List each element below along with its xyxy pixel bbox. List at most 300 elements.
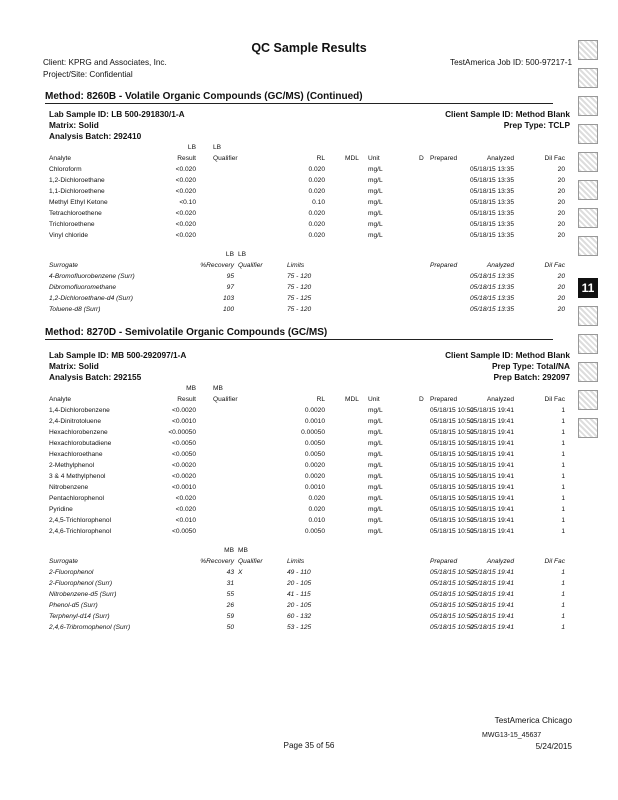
sur-cell-anal: 05/18/15 19:41 [470,613,514,620]
table-row [49,526,569,537]
sur-cell-name: Dibromofluoromethane [49,284,117,291]
sur-cell-prep: 05/18/15 10:52 [430,624,474,631]
cell-unit: mg/L [368,495,383,502]
sur-cell-prep: 05/18/15 10:52 [430,569,474,576]
table-row [49,515,569,526]
mb-client-info [445,350,570,383]
client-sample-id: Client Sample ID: Method Blank [445,109,570,119]
cell-prep: 05/18/15 10:52 [430,506,474,513]
result-prefix: MB [186,385,196,392]
sur-header-name: Surrogate [49,558,78,565]
cell-prep: 05/18/15 10:52 [430,407,474,414]
sur-cell-dil: 20 [557,295,565,302]
cell-name: Pyridine [49,506,73,513]
sur-cell-dil: 20 [557,284,565,291]
cell-unit: mg/L [368,528,383,535]
cell-name: 2,4-Dinitrotoluene [49,418,102,425]
table-row [49,197,569,208]
table-row [49,449,569,460]
sur-cell-name: 2-Fluorophenol (Surr) [49,580,113,587]
cell-unit: mg/L [368,221,383,228]
cell-dil: 1 [561,517,565,524]
sur-cell-anal: 05/18/15 13:35 [470,306,514,313]
sur-header-dil: Dil Fac [544,558,565,565]
cell-anal: 05/18/15 19:41 [470,506,514,513]
qualifier-prefix: LB [238,251,247,258]
cell-dil: 1 [561,429,565,436]
cell-dil: 1 [561,462,565,469]
header-qual: Qualifier [213,396,238,403]
header-name: Analyte [49,155,71,162]
client-name: Client: KPRG and Associates, Inc. [43,58,167,67]
cell-unit: mg/L [368,188,383,195]
cell-rl: 0.10 [312,199,325,206]
cell-name: Hexachlorobenzene [49,429,108,436]
table-row [49,504,569,515]
header-prep: Prepared [430,155,458,162]
sur-cell-rec: 50 [226,624,234,631]
cell-unit: mg/L [368,517,383,524]
header-mdl: MDL [345,155,359,162]
cell-res: <0.0020 [171,407,196,414]
sur-cell-rec: 59 [226,613,234,620]
cell-res: <0.00050 [168,429,196,436]
cell-anal: 05/18/15 13:35 [470,199,514,206]
cell-anal: 05/18/15 13:35 [470,166,514,173]
cell-res: <0.0050 [171,528,196,535]
header-dil: Dil Fac [544,155,565,162]
sur-cell-lim: 75 - 125 [287,295,312,302]
cell-unit: mg/L [368,473,383,480]
sur-header-lim: Limits [287,262,305,269]
cell-rl: 0.0010 [304,484,325,491]
sur-cell-lim: 41 - 115 [287,591,311,598]
header-res: Result [177,155,196,162]
cell-name: 1,2-Dichloroethane [49,177,105,184]
surrogate-row [49,293,569,304]
matrix: Matrix: Solid [49,361,99,371]
sur-cell-anal: 05/18/15 19:41 [470,569,514,576]
prefix-row [49,142,569,153]
cell-dil: 1 [561,451,565,458]
cell-prep: 05/18/15 10:52 [430,528,474,535]
cell-name: Trichloroethene [49,221,95,228]
header-mdl: MDL [345,396,359,403]
result-prefix: LB [187,144,196,151]
sur-cell-dil: 1 [561,569,565,576]
cell-unit: mg/L [368,210,383,217]
cell-unit: mg/L [368,451,383,458]
semivolatile-surrogate-table [49,545,569,633]
header-qual: Qualifier [213,155,238,162]
cell-rl: 0.0050 [304,528,325,535]
cell-rl: 0.020 [308,177,325,184]
recovery-prefix: MB [224,547,234,554]
cell-unit: mg/L [368,199,383,206]
cell-dil: 1 [561,418,565,425]
cell-res: <0.0050 [171,451,196,458]
cell-res: <0.0020 [171,473,196,480]
volatile-results-table [49,142,569,241]
sur-cell-lim: 60 - 132 [287,613,312,620]
cell-res: <0.020 [175,210,196,217]
cell-unit: mg/L [368,462,383,469]
footer-date: 5/24/2015 [535,742,572,751]
cell-rl: 0.0020 [304,462,325,469]
cell-dil: 1 [561,407,565,414]
sidebar-tab-icon [578,236,598,256]
cell-res: <0.010 [175,517,196,524]
prep-batch: Prep Batch: 292097 [493,372,570,382]
cell-dil: 20 [557,166,565,173]
cell-res: <0.0050 [171,440,196,447]
cell-rl: 0.020 [308,166,325,173]
sur-cell-dil: 20 [557,273,565,280]
cell-prep: 05/18/15 10:52 [430,429,474,436]
sidebar-tab-icon [578,180,598,200]
sur-cell-rec: 31 [226,580,234,587]
sur-cell-rec: 95 [226,273,234,280]
prefix-row [49,383,569,394]
cell-rl: 0.0020 [304,407,325,414]
page-title: QC Sample Results [251,41,367,55]
sur-cell-name: Phenol-d5 (Surr) [49,602,98,609]
cell-res: <0.020 [175,232,196,239]
sur-cell-anal: 05/18/15 19:41 [470,624,514,631]
sur-cell-name: 1,2-Dichloroethane-d4 (Surr) [49,295,133,302]
lab-sample-id: Lab Sample ID: MB 500-292097/1-A [49,350,187,360]
cell-name: 1,1-Dichloroethene [49,188,105,195]
cell-unit: mg/L [368,484,383,491]
sur-cell-rec: 26 [226,602,234,609]
surrogate-row [49,611,569,622]
table-row [49,460,569,471]
sur-cell-rec: 103 [222,295,234,302]
cell-res: <0.020 [175,166,196,173]
sur-header-name: Surrogate [49,262,78,269]
sidebar-tab-icon [578,68,598,88]
cell-dil: 20 [557,210,565,217]
prep-type: Prep Type: TCLP [503,120,570,130]
sur-cell-name: Terphenyl-d14 (Surr) [49,613,110,620]
table-row [49,471,569,482]
cell-dil: 1 [561,473,565,480]
sidebar-tab-icon [578,40,598,60]
cell-name: 2,4,6-Trichlorophenol [49,528,112,535]
sur-header-prep: Prepared [430,262,458,269]
analysis-batch: Analysis Batch: 292410 [49,131,142,141]
cell-unit: mg/L [368,429,383,436]
sidebar-tab-icon [578,362,598,382]
cell-rl: 0.020 [308,221,325,228]
cell-prep: 05/18/15 10:52 [430,440,474,447]
matrix: Matrix: Solid [49,120,99,130]
cell-rl: 0.0020 [304,473,325,480]
qualifier-prefix: MB [238,547,248,554]
sidebar-tab-icon [578,208,598,228]
header-d: D [419,155,424,162]
table-row [49,164,569,175]
sur-cell-lim: 20 - 105 [287,602,312,609]
method-8270d-heading: Method: 8270D - Semivolatile Organic Compounds (GC/MS) [45,327,553,340]
cell-dil: 1 [561,484,565,491]
cell-anal: 05/18/15 19:41 [470,451,514,458]
sur-cell-prep: 05/18/15 10:52 [430,602,474,609]
cell-rl: 0.020 [308,495,325,502]
sur-header-qual: Qualifier [238,262,263,269]
cell-name: 2,4,5-Trichlorophenol [49,517,112,524]
sur-cell-lim: 53 - 125 [287,624,312,631]
sur-cell-name: Toluene-d8 (Surr) [49,306,101,313]
cell-rl: 0.0050 [304,451,325,458]
cell-unit: mg/L [368,232,383,239]
cell-dil: 20 [557,232,565,239]
sur-cell-dil: 1 [561,580,565,587]
volatile-surrogate-table [49,249,569,315]
sur-header-prep: Prepared [430,558,458,565]
table-row [49,427,569,438]
cell-res: <0.0020 [171,462,196,469]
surrogate-row [49,589,569,600]
cell-res: <0.020 [175,506,196,513]
sur-header-anal: Analyzed [486,262,514,269]
cell-name: Pentachlorophenol [49,495,104,502]
header-rl: RL [316,396,325,403]
cell-rl: 0.020 [308,210,325,217]
table-row [49,416,569,427]
cell-unit: mg/L [368,407,383,414]
header-name: Analyte [49,396,71,403]
surrogate-row [49,304,569,315]
cell-anal: 05/18/15 13:35 [470,177,514,184]
cell-unit: mg/L [368,418,383,425]
cell-rl: 0.0050 [304,440,325,447]
sur-cell-lim: 75 - 120 [287,284,312,291]
cell-rl: 0.00050 [301,429,325,436]
surrogate-header-row [49,260,569,271]
sur-cell-name: 2-Fluorophenol [49,569,94,576]
cell-unit: mg/L [368,440,383,447]
cell-rl: 0.020 [308,232,325,239]
surrogate-header-row [49,556,569,567]
cell-res: <0.020 [175,188,196,195]
header-prep: Prepared [430,396,458,403]
cell-name: 3 & 4 Methylphenol [49,473,106,480]
semivolatile-results-table [49,383,569,537]
cell-res: <0.0010 [171,484,196,491]
header-d: D [419,396,424,403]
cell-dil: 20 [557,221,565,228]
sur-cell-anal: 05/18/15 13:35 [470,284,514,291]
footer-document-id: MWG13-15_45637 [482,732,542,739]
sur-cell-anal: 05/18/15 19:41 [470,580,514,587]
cell-prep: 05/18/15 10:52 [430,451,474,458]
table-header-row [49,153,569,164]
cell-dil: 1 [561,440,565,447]
sur-cell-dil: 1 [561,591,565,598]
sidebar-tab-icon [578,152,598,172]
cell-anal: 05/18/15 19:41 [470,495,514,502]
cell-name: Tetrachloroethene [49,210,102,217]
table-row [49,438,569,449]
cell-rl: 0.020 [308,188,325,195]
lab-sample-id: Lab Sample ID: LB 500-291830/1-A [49,109,185,119]
surrogate-row [49,271,569,282]
sur-cell-lim: 75 - 120 [287,306,312,313]
cell-anal: 05/18/15 19:41 [470,429,514,436]
cell-dil: 1 [561,506,565,513]
cell-res: <0.020 [175,177,196,184]
lb-client-info [445,109,570,131]
sur-cell-name: 2,4,6-Tribromophenol (Surr) [49,624,131,631]
footer-lab-name: TestAmerica Chicago [494,716,572,725]
sidebar-tab-icon [578,306,598,326]
cell-prep: 05/18/15 10:52 [430,484,474,491]
sur-cell-anal: 05/18/15 13:35 [470,295,514,302]
cell-anal: 05/18/15 19:41 [470,517,514,524]
cell-name: 2-Methylphenol [49,462,95,469]
cell-unit: mg/L [368,166,383,173]
header-anal: Analyzed [486,396,514,403]
cell-anal: 05/18/15 19:41 [470,473,514,480]
cell-rl: 0.0010 [304,418,325,425]
cell-name: Hexachloroethane [49,451,103,458]
lb-sample-info [49,109,185,142]
cell-rl: 0.010 [308,517,325,524]
surrogate-row [49,600,569,611]
cell-anal: 05/18/15 19:41 [470,484,514,491]
sur-cell-dil: 1 [561,624,565,631]
cell-name: Chloroform [49,166,82,173]
sur-header-anal: Analyzed [486,558,514,565]
sur-cell-rec: 100 [222,306,234,313]
sur-cell-lim: 75 - 120 [287,273,312,280]
prefix-row [49,249,569,260]
cell-anal: 05/18/15 13:35 [470,221,514,228]
surrogate-row [49,282,569,293]
sur-cell-name: Nitrobenzene-d5 (Surr) [49,591,117,598]
section-tab-number: 11 [578,278,598,298]
header-res: Result [177,396,196,403]
sur-cell-rec: 97 [226,284,234,291]
table-row [49,230,569,241]
sidebar-tab-icon [578,390,598,410]
sur-cell-lim: 49 - 110 [287,569,311,576]
cell-name: Hexachlorobutadiene [49,440,112,447]
sur-header-rec: %Recovery [200,262,234,269]
sur-cell-prep: 05/18/15 10:52 [430,591,474,598]
sur-cell-rec: 55 [226,591,234,598]
header-rl: RL [316,155,325,162]
cell-anal: 05/18/15 13:35 [470,188,514,195]
mb-sample-info [49,350,186,383]
cell-dil: 1 [561,528,565,535]
surrogate-row [49,578,569,589]
page-number: Page 35 of 56 [283,741,335,750]
cell-anal: 05/18/15 13:35 [470,232,514,239]
cell-dil: 20 [557,188,565,195]
cell-prep: 05/18/15 10:52 [430,517,474,524]
sur-cell-anal: 05/18/15 13:35 [470,273,514,280]
sur-cell-qual: X [238,569,243,576]
prefix-row [49,545,569,556]
qualifier-prefix: MB [213,385,223,392]
table-row [49,219,569,230]
cell-name: Methyl Ethyl Ketone [49,199,108,206]
sur-header-dil: Dil Fac [544,262,565,269]
cell-prep: 05/18/15 10:52 [430,495,474,502]
cell-rl: 0.020 [308,506,325,513]
cell-prep: 05/18/15 10:52 [430,462,474,469]
cell-prep: 05/18/15 10:52 [430,418,474,425]
analysis-batch: Analysis Batch: 292155 [49,372,142,382]
prep-type: Prep Type: Total/NA [491,361,570,371]
table-row [49,186,569,197]
cell-res: <0.0010 [171,418,196,425]
method-8260b-heading: Method: 8260B - Volatile Organic Compounds (GC/MS) (Continued) [45,91,553,104]
cell-anal: 05/18/15 13:35 [470,210,514,217]
table-row [49,405,569,416]
header-unit: Unit [368,155,380,162]
surrogate-row [49,567,569,578]
sur-cell-rec: 43 [226,569,234,576]
sidebar-tab-icon [578,96,598,116]
sidebar-tab-icon [578,334,598,354]
cell-dil: 20 [557,199,565,206]
qualifier-prefix: LB [213,144,222,151]
cell-name: Nitrobenzene [49,484,89,491]
sur-cell-anal: 05/18/15 19:41 [470,591,514,598]
header-unit: Unit [368,396,380,403]
cell-anal: 05/18/15 19:41 [470,528,514,535]
client-sample-id: Client Sample ID: Method Blank [445,350,570,360]
cell-dil: 1 [561,495,565,502]
job-id: TestAmerica Job ID: 500-97217-1 [450,58,572,67]
cell-res: <0.10 [179,199,196,206]
cell-res: <0.020 [175,495,196,502]
table-row [49,175,569,186]
sur-header-rec: %Recovery [200,558,234,565]
sur-cell-lim: 20 - 105 [287,580,312,587]
cell-dil: 20 [557,177,565,184]
sur-cell-prep: 05/18/15 10:52 [430,613,474,620]
cell-name: 1,4-Dichlorobenzene [49,407,110,414]
cell-anal: 05/18/15 19:41 [470,418,514,425]
sur-cell-dil: 1 [561,613,565,620]
cell-anal: 05/18/15 19:41 [470,462,514,469]
table-row [49,493,569,504]
sur-cell-dil: 1 [561,602,565,609]
cell-anal: 05/18/15 19:41 [470,407,514,414]
header-dil: Dil Fac [544,396,565,403]
cell-anal: 05/18/15 19:41 [470,440,514,447]
table-header-row [49,394,569,405]
cell-unit: mg/L [368,177,383,184]
sur-cell-anal: 05/18/15 19:41 [470,602,514,609]
sur-cell-name: 4-Bromofluorobenzene (Surr) [49,273,135,280]
recovery-prefix: LB [225,251,234,258]
cell-prep: 05/18/15 10:52 [430,473,474,480]
table-row [49,208,569,219]
surrogate-row [49,622,569,633]
sur-header-qual: Qualifier [238,558,263,565]
table-row [49,482,569,493]
cell-res: <0.020 [175,221,196,228]
sidebar-tab-icon [578,124,598,144]
sur-cell-dil: 20 [557,306,565,313]
cell-name: Vinyl chloride [49,232,89,239]
sidebar-tab-icon [578,418,598,438]
